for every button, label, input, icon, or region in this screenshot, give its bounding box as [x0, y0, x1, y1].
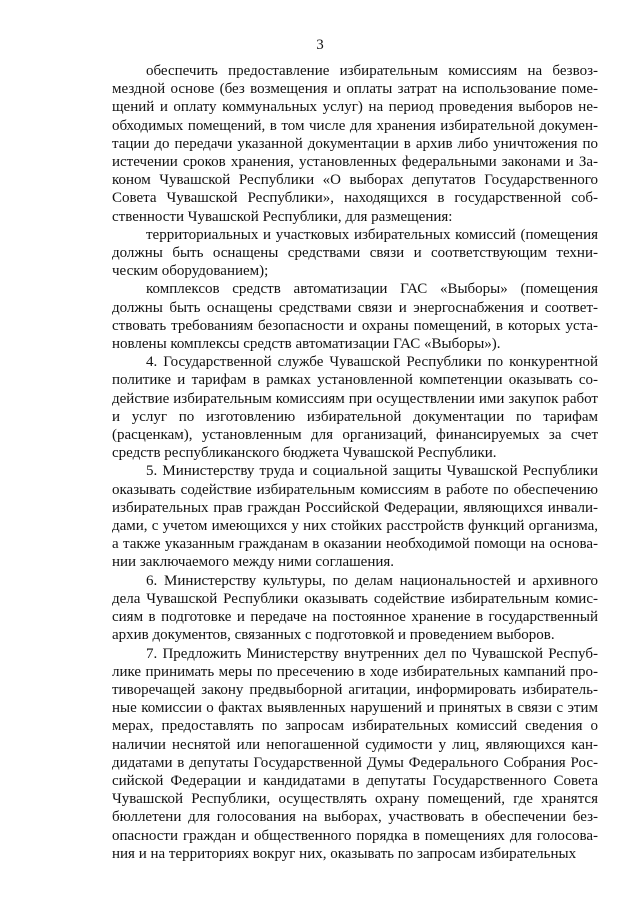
page-number: 3 [316, 37, 324, 53]
paragraph-item-6: 6. Министерству культуры, по делам национальностей и архивного дела Чувашской Республики оказывать содействие избирательным комиссиям в подготовке и передаче на постоянное хранение в государственный архив документов, связанных с подготовкой и проведением выборов. [112, 572, 598, 644]
paragraph-item-7: 7. Предложить Министерству внутренних дел по Чувашской Республике принимать меры по пресечению в ходе избирательных кампаний противоречащей закону предвыборной агитации, информировать избирательные комиссии о фактах выявленных нарушений и принятых в связи с этим мерах, предоставлять по запросам избирательных комиссий сведения о наличии неснятой или непогашенной судимости у лиц, являющихся кандидатами в депутаты Государственной Думы Федерального Собрания Российской Федерации и кандидатами в депутаты Государственного Совета Чувашской Республики, осуществлять охрану помещений, где хранятся бюллетени для голосования на выборах, участвовать в обеспечении безопасности граждан и общественного порядка в помещениях для голосования и на территориях вокруг них, оказывать по запросам избирательных [112, 645, 598, 862]
paragraph-gas-vybory-complexes: комплексов средств автоматизации ГАС «Выборы» (помещения должны быть оснащены средствами связи и энергоснабжения и соответствовать требованиям безопасности и охраны помещений, в которых установлены комплексы средств автоматизации ГАС «Выборы»). [112, 281, 598, 353]
document-body [112, 62, 598, 863]
paragraph-territorial-commissions: территориальных и участковых избирательных комиссий (помещения должны быть оснащены средствами связи и соответствующим техническим оборудованием); [112, 226, 598, 280]
paragraph-item-4: 4. Государственной службе Чувашской Республики по конкурентной политике и тарифам в рамках установленной компетенции оказывать содействие избирательным комиссиям при осуществлении ими закупок работ и услуг по изготовлению избирательной документации по тарифам (расценкам), установленным для организаций, финансируемых за счет средств республиканского бюджета Чувашской Республики. [112, 354, 598, 462]
paragraph-item-5: 5. Министерству труда и социальной защиты Чувашской Республики оказывать содействие избирательным комиссиям в работе по обеспечению избирательных прав граждан Российской Федерации, являющихся инвалидами, с учетом имеющихся у них стойких расстройств функций организма, а также указанным гражданам в оказании необходимой помощи на основании заключаемого между ними соглашения. [112, 463, 598, 571]
paragraph-premises-provision: обеспечить предоставление избирательным комиссиям на безвозмездной основе (без возмещения и оплаты затрат на использование помещений и оплату коммунальных услуг) на период проведения выборов необходимых помещений, в том числе для хранения избирательной документации до передачи указанной документации в архив либо уничтожения по истечении сроков хранения, установленных федеральными законами и Законом Чувашской Республики «О выборах депутатов Государственного Совета Чувашской Республики», находящихся в государственной собственности Чувашской Республики, для размещения: [112, 63, 598, 225]
